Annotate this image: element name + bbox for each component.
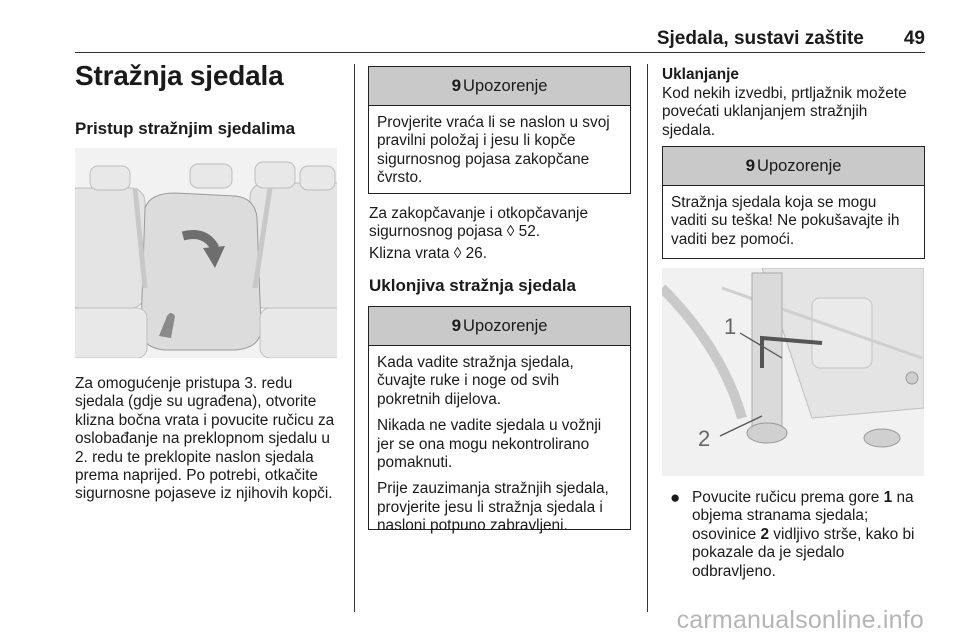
- column-divider-right: [647, 64, 648, 612]
- header-rule: [75, 52, 925, 53]
- warning-icon: 9: [745, 156, 756, 175]
- warning-title: Upozorenje: [757, 156, 842, 175]
- belt-reference-text: Za zakopčavanje i otkopčavanje sigurnosnog pojasa: [369, 205, 589, 241]
- bullet-text-part: vidljivo strše, kako bi pokazale da je sjedalo odbravljeno.: [692, 525, 915, 580]
- warning-header: [663, 147, 924, 186]
- subheading-access: Pristup stražnjim sjedalima: [75, 119, 296, 138]
- section-heading: Stražnja sjedala: [75, 60, 284, 91]
- seat-illustration-svg: [75, 148, 337, 358]
- sliding-door-reference: [369, 245, 631, 263]
- page-header: [75, 28, 925, 50]
- column-divider-left: [354, 64, 355, 612]
- page-number: 49: [903, 28, 925, 49]
- cross-reference-icon: ◊: [453, 245, 462, 262]
- belt-reference-paragraph: [369, 205, 631, 242]
- removal-paragraph: Kod nekih izvedbi, prtljažnik možete povećati uklanjanjem stražnjih sjedala.: [662, 85, 907, 139]
- warning-box-seatback: [368, 66, 631, 194]
- warning-paragraph: Kada vadite stražnja sjedala, čuvajte ruke i noge od svih pokretnih dijelova.: [377, 354, 574, 408]
- warning-box-heavy: [662, 146, 925, 259]
- subheading-removable-seats: Uklonjiva stražnja sjedala: [369, 276, 576, 295]
- warning-body: [663, 186, 924, 249]
- warning-body: [369, 106, 630, 188]
- warning-title: Upozorenje: [463, 316, 548, 335]
- figure-label-2: 2: [698, 426, 711, 451]
- warning-paragraph: Prije zauzimanja stražnjih sjedala, provjerite jesu li stražnja sjedala i nasloni potpuno zabravljeni.: [377, 480, 609, 535]
- bullet-marker: ●: [670, 488, 681, 507]
- warning-title: Upozorenje: [463, 76, 548, 95]
- sliding-door-page[interactable]: 26.: [465, 245, 487, 262]
- section-title: Sjedala, sustavi zaštite: [656, 28, 864, 49]
- seat-access-illustration: [75, 148, 337, 358]
- bullet-number: 1: [883, 489, 893, 506]
- warning-icon: 9: [451, 316, 462, 335]
- warning-icon: 9: [451, 76, 462, 95]
- bullet-number: 2: [760, 525, 770, 543]
- access-paragraph: Za omogućenje pristupa 3. redu sjedala (gdje su ugrađena), otvorite klizna bočna vrata i povucite ručicu za oslobađanje na preklopnom sjedalu u 2. redu te preklopite naslon sjedala prema naprijed. Po potrebi, otkačite sigurnosne pojaseve iz njihovih kopči.: [75, 375, 335, 503]
- sliding-door-text: Klizna vrata: [369, 245, 450, 262]
- lock-illustration-svg: [662, 268, 924, 476]
- warning-text: Provjerite vraća li se naslon u svoj pravilni položaj i jesu li kopče sigurnosnog pojasa zakopčane čvrsto.: [377, 114, 610, 187]
- warning-box-removal: [368, 306, 631, 535]
- cross-reference-icon: ◊: [506, 223, 515, 241]
- seat-lock-illustration: [662, 268, 924, 476]
- warning-text: Stražnja sjedala koja se mogu vaditi su teška! Ne pokušavajte ih vaditi bez pomoći.: [671, 194, 900, 248]
- warning-body: [369, 346, 630, 536]
- watermark: carmanualsonline.info: [676, 606, 924, 634]
- warning-paragraph: Nikada ne vadite sjedala u vožnji jer se ona mogu nekontrolirano pomaknuti.: [377, 417, 602, 472]
- figure-label-1: 1: [724, 314, 737, 339]
- subheading-removal: Uklanjanje: [662, 66, 739, 83]
- belt-reference-page[interactable]: 52.: [518, 223, 541, 241]
- warning-header: [369, 67, 630, 106]
- warning-header: [369, 307, 630, 346]
- bullet-text-part: Povucite ručicu prema gore: [692, 489, 880, 506]
- bullet-text: [692, 489, 926, 581]
- bullet-text-part: na objema stranama sjedala; osovinice: [692, 489, 914, 543]
